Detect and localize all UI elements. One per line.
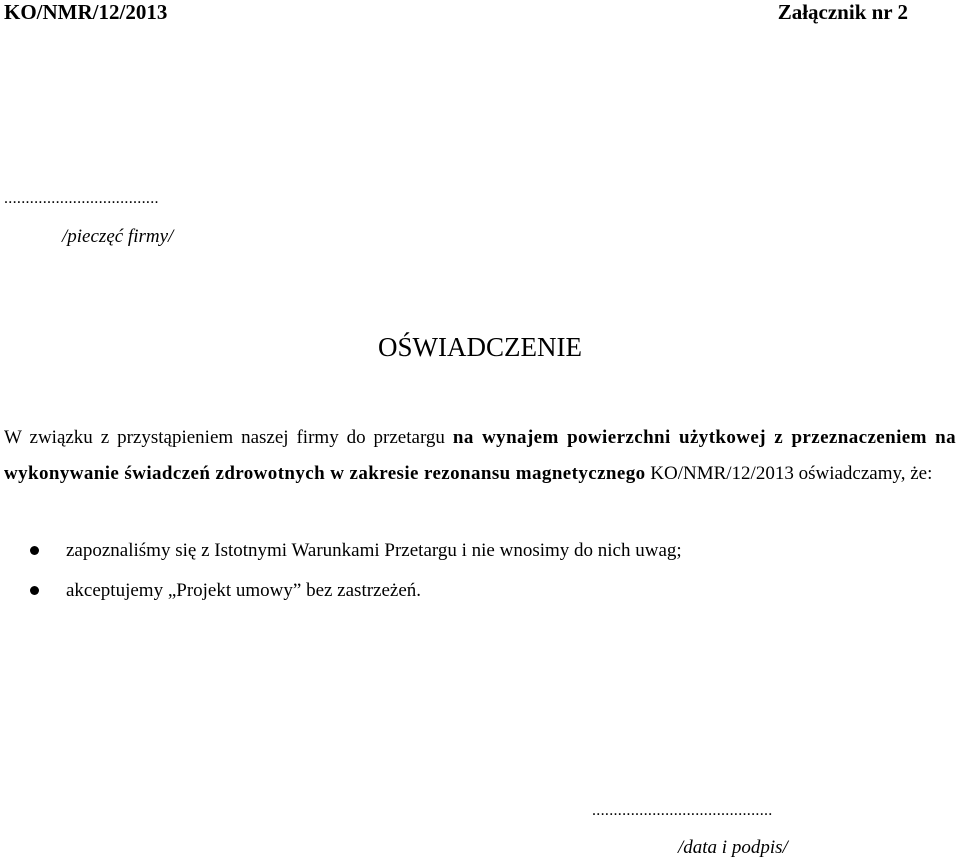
document-number: KO/NMR/12/2013 [4, 0, 168, 24]
declarations-list [0, 531, 940, 611]
list-item-text: akceptujemy „Projekt umowy” bez zastrzeżeń. [66, 580, 422, 601]
statement-subject: na wynajem powierzchni użytkowej z przeznaczeniem na wykonywanie świadczeń zdrowotnych w zakresie rezonansu magnetycznego [4, 427, 957, 484]
statement-paragraph [4, 420, 956, 492]
list-item [0, 571, 940, 611]
attachment-label: Załącznik nr 2 [777, 0, 908, 24]
statement-intro: W związku z przystąpieniem naszej firmy do przetargu [4, 427, 445, 448]
company-stamp-line: .................................... [4, 190, 159, 207]
signature-caption: /data i podpis/ [678, 837, 788, 858]
company-stamp-caption: /pieczęć firmy/ [62, 226, 174, 247]
list-item [0, 531, 940, 571]
signature-line: .......................................... [592, 802, 773, 819]
document-title: OŚWIADCZENIE [378, 332, 582, 362]
statement-ending: KO/NMR/12/2013 oświadczamy, że: [650, 463, 933, 484]
bullet-icon [30, 586, 39, 595]
list-item-text: zapoznaliśmy się z Istotnymi Warunkami Przetargu i nie wnosimy do nich uwag; [66, 540, 682, 561]
document-header [0, 0, 960, 28]
bullet-icon [30, 546, 39, 555]
